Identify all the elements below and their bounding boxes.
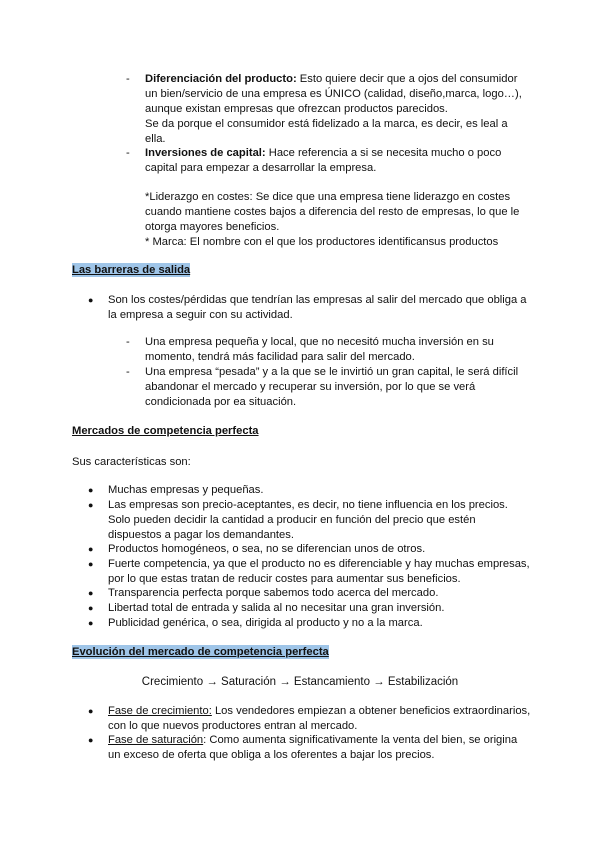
list-item xyxy=(108,557,528,587)
text-line: Una empresa “pesada” y a la que se le invirtió un gran capital, le será difícil xyxy=(145,366,519,378)
prod-diff-term: Diferenciación del producto: xyxy=(145,73,297,85)
text-line: * Marca: El nombre con el que los productores identificansus productos xyxy=(145,236,499,248)
text-line: condicionada por ea situación. xyxy=(145,396,297,408)
list-item xyxy=(108,293,528,323)
section-heading-perfecta: Mercados de competencia perfecta xyxy=(72,425,259,437)
text-line: ella. xyxy=(145,133,166,145)
phase-label: Fase de crecimiento: xyxy=(108,705,212,717)
phase-label: Fase de saturación xyxy=(108,734,204,746)
list-item xyxy=(145,365,528,410)
list-dash: - xyxy=(126,147,130,159)
bullet-icon: ● xyxy=(88,295,94,305)
text-line: momento, tendrá más facilidad para salir del mercado. xyxy=(145,351,415,363)
text-line: : Como aumenta significativamente la venta del bien, se origina xyxy=(203,734,518,746)
section-heading-evolucion: Evolución del mercado de competencia perfecta xyxy=(72,646,329,658)
text-line: cuando mantiene costes bajos a diferencia del resto de empresas, lo que le xyxy=(145,206,520,218)
bullet-icon: ● xyxy=(88,618,94,628)
intro-text: Sus características son: xyxy=(72,456,191,468)
text-line: Hace referencia a si se necesita mucho o poco xyxy=(265,147,502,159)
text-line: Una empresa pequeña y local, que no necesitó mucha inversión en su xyxy=(145,336,494,348)
inversiones-item xyxy=(145,146,528,176)
text-line: Los vendedores empiezan a obtener beneficios extraordinarios, xyxy=(211,705,531,717)
list-item: Muchas empresas y pequeñas. xyxy=(108,484,264,496)
text-line: abandonar el mercado y recuperar su inversión, por lo que se verá xyxy=(145,381,476,393)
text-line: Solo pueden decidir la cantidad a producir en función del precio que estén xyxy=(108,514,476,526)
list-dash: - xyxy=(126,366,130,378)
text-line: Esto quiere decir que a ojos del consumidor xyxy=(296,73,518,85)
inversiones-term: Inversiones de capital: xyxy=(145,147,266,159)
list-item xyxy=(108,498,528,543)
list-item xyxy=(108,704,531,734)
text-line: Fuerte competencia, ya que el producto no es diferenciable y hay muchas empresas, xyxy=(108,558,530,570)
text-line: Las empresas son precio-aceptantes, es decir, no tiene influencia en los precios. xyxy=(108,499,508,511)
list-item: Libertad total de entrada y salida al no necesitar una gran inversión. xyxy=(108,602,445,614)
bullet-icon: ● xyxy=(88,603,94,613)
text-line: la empresa a seguir con su actividad. xyxy=(108,309,293,321)
bullet-icon: ● xyxy=(88,544,94,554)
list-dash: - xyxy=(126,336,130,348)
list-item xyxy=(108,733,528,763)
notes-block xyxy=(145,190,528,250)
bullet-icon: ● xyxy=(88,559,94,569)
list-item: Productos homogéneos, o sea, no se diferencian unos de otros. xyxy=(108,543,426,555)
text-line: dispuestos a pagar los demandantes. xyxy=(108,529,294,541)
bullet-icon: ● xyxy=(88,485,94,495)
section-heading-salida: Las barreras de salida xyxy=(72,264,191,276)
list-item: Transparencia perfecta porque sabemos todo acerca del mercado. xyxy=(108,587,439,599)
list-dash: - xyxy=(126,73,130,85)
text-line: otorga mayores beneficios. xyxy=(145,221,280,233)
text-line: Son los costes/pérdidas que tendrían las empresas al salir del mercado que obliga a xyxy=(108,294,527,306)
bullet-icon: ● xyxy=(88,588,94,598)
text-line: con lo que nuevos productores entran al mercado. xyxy=(108,720,358,732)
text-line: un bien/servicio de una empresa es ÚNICO (calidad, diseño,marca, logo…), xyxy=(145,88,522,100)
bullet-icon: ● xyxy=(88,735,94,745)
prod-diff-item xyxy=(145,72,528,147)
bullet-icon: ● xyxy=(88,706,94,716)
text-line: un exceso de oferta que obliga a los oferentes a bajar los precios. xyxy=(108,749,435,761)
text-line: aunque existan empresas que ofrezcan productos parecidos. xyxy=(145,103,448,115)
text-line: *Liderazgo en costes: Se dice que una empresa tiene liderazgo en costes xyxy=(145,191,511,203)
text-line: capital para empezar a desarrollar la empresa. xyxy=(145,162,377,174)
list-item xyxy=(145,335,528,365)
text-line: Se da porque el consumidor está fidelizado a la marca, es decir, es leal a xyxy=(145,118,508,130)
phase-flow: Crecimiento → Saturación → Estancamiento → Estabilización xyxy=(141,676,459,688)
list-item: Publicidad genérica, o sea, dirigida al producto y no a la marca. xyxy=(108,617,423,629)
bullet-icon: ● xyxy=(88,500,94,510)
text-line: por lo que estas tratan de reducir costes para aumentar sus beneficios. xyxy=(108,573,461,585)
